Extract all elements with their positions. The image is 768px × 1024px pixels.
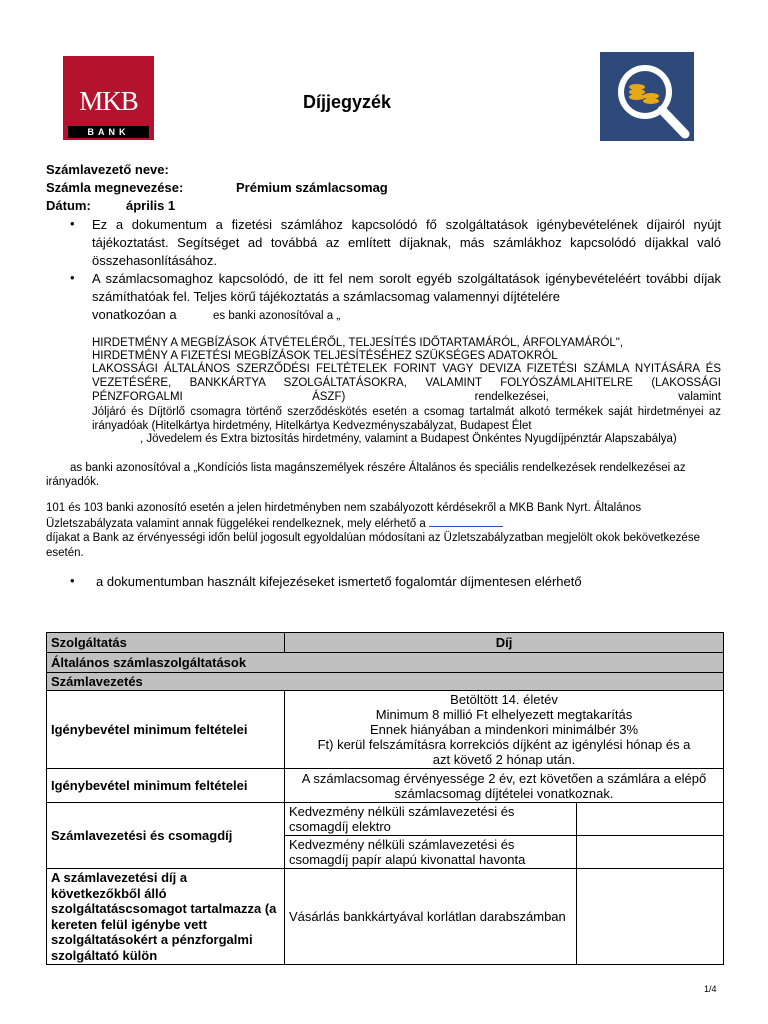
terms-text: 101 és 103 banki azonosító esetén a jelen hirdetményben nem szabályozott kérdésekről a MKB Bank Nyrt. Általános Üzletszabályzata valamint annak függelékei rendelkeznek, mely elérhető a bbox=[46, 502, 642, 530]
account-name-value: Prémium számlacsomag bbox=[236, 180, 388, 195]
mkb-bank-logo bbox=[63, 56, 154, 140]
ref-line-6: as banki azonosítóval a „Kondíciós lista magánszemélyek részére Általános és speciális rendelkezések rendelkezései az irányadók. bbox=[46, 462, 686, 488]
ref-line-4: Jóljáró és Díjtörlő csomagra történő szerződéskötés esetén a csomag tartalmát alkotó termékek saját hirdetményei az irányadóak (Hitelkártya hirdetmény, Hitelkártya Kedvezményszabályzat, Budapest Élet bbox=[92, 406, 721, 432]
col-header-fee: Díj bbox=[285, 633, 724, 653]
account-holder-label: Számlavezető neve: bbox=[46, 162, 169, 177]
ref-line-5: , Jövedelem és Extra biztosítás hirdetmény, valamint a Budapest Önkéntes Nyugdíjpénztár Alapszabálya) bbox=[140, 433, 677, 445]
date-label: Dátum: bbox=[46, 198, 91, 213]
logo-text: MKB bbox=[79, 86, 138, 116]
glossary-bullet: a dokumentumban használt kifejezéseket ismertető fogalomtár díjmentesen elérhető bbox=[96, 574, 582, 589]
fee-item-paper: Kedvezmény nélküli számlavezetési és csomagdíj papír alapú kivonattal havonta bbox=[285, 836, 577, 869]
row-value-min-conditions bbox=[285, 691, 724, 769]
bullet-text-2: A számlacsomaghoz kapcsolódó, de itt fel nem sorolt egyéb szolgáltatások igénybevételéért további díjak számíthatóak fel. Teljes körű tájékoztatás a számlacsomag valamennyi díjtételére bbox=[92, 271, 721, 304]
bullet-dot: • bbox=[70, 573, 75, 588]
condition-line: Betöltött 14. életév bbox=[450, 692, 558, 707]
ref-line-3: LAKOSSÁGI ÁLTALÁNOS SZERZŐDÉSI FELTÉTELEK FORINT VAGY DEVIZA FIZETÉSI SZÁMLA NYITÁSÁRA ÉS VEZETÉSÉRE, BANKKÁRTYA SZOLGÁLTATÁSOKRA, VALAMINT FOLYÓSZÁMLAHITELRE (LAKOSSÁGI PÉNZFORGALMI ÁSZF) rendelkezései, valamint bbox=[92, 363, 721, 403]
row-label-package-contents: A számlavezetési díj a következőkből álló szolgáltatáscsomagot tartalmazza (a kereten felül igénybe vett szolgáltatásokért a pénzforgalmi szolgáltató külön bbox=[47, 869, 285, 965]
row-label-min-conditions: Igénybevétel minimum feltételei bbox=[47, 691, 285, 769]
row-label-account-fee: Számlavezetési és csomagdíj bbox=[47, 803, 285, 869]
condition-line: Minimum 8 millió Ft elhelyezett megtakarítás bbox=[375, 707, 633, 722]
date-value: április 1 bbox=[126, 198, 176, 213]
coins-search-icon bbox=[600, 52, 694, 141]
logo-bank-bar: BANK bbox=[68, 126, 149, 138]
page-title: Díjjegyzék bbox=[303, 92, 392, 112]
fee-value-electronic bbox=[577, 803, 724, 836]
bullet-text-2b: vonatkozóan a bbox=[92, 307, 177, 322]
condition-line: Ft) kerül felszámításra korrekciós díjként az igénylési hónap és a bbox=[317, 737, 691, 752]
col-header-service: Szolgáltatás bbox=[47, 633, 285, 653]
fee-table bbox=[46, 632, 724, 965]
account-name-label: Számla megnevezése: bbox=[46, 180, 184, 195]
bullet-dot: • bbox=[70, 216, 75, 231]
fee-item-electronic: Kedvezmény nélküli számlavezetési és csomagdíj elektro bbox=[285, 803, 577, 836]
page-number: 1/4 bbox=[704, 984, 717, 994]
row-value-validity: A számlacsomag érvényessége 2 év, ezt követően a számlára a elépő számlacsomag díjtételei vonatkoznak. bbox=[285, 769, 724, 803]
fee-modification-paragraph: díjakat a Bank az érvényességi időn belül jogosult egyoldalúan módosítani az Üzletszabályzatban megjelölt okok bekövetkezése esetén. bbox=[46, 532, 700, 559]
bullet-dot: • bbox=[70, 270, 75, 285]
bullet-text-2c: es banki azonosítóval a „ bbox=[213, 310, 341, 322]
package-item-card-purchase: Vásárlás bankkártyával korlátlan darabszámban bbox=[285, 869, 577, 965]
condition-line: Ennek hiányában a mindenkori minimálbér 3% bbox=[369, 722, 639, 737]
section-header: Általános számlaszolgáltatások bbox=[47, 653, 724, 673]
terms-paragraph bbox=[46, 501, 721, 532]
package-item-fee bbox=[577, 869, 724, 965]
subsection-header: Számlavezetés bbox=[47, 673, 724, 691]
ref-line-1: HIRDETMÉNY A MEGBÍZÁSOK ÁTVÉTELÉRŐL, TELJESÍTÉS IDŐTARTAMÁRÓL, ÁRFOLYAMÁRÓL", bbox=[92, 337, 624, 349]
fee-value-paper bbox=[577, 836, 724, 869]
row-label-validity: Igénybevétel minimum feltételei bbox=[47, 769, 285, 803]
condition-line: azt követő 2 hónap után. bbox=[432, 752, 576, 767]
terms-link[interactable] bbox=[429, 516, 503, 527]
ref-line-2: HIRDETMÉNY A FIZETÉSI MEGBÍZÁSOK TELJESÍTÉSÉHEZ SZÜKSÉGES ADATOKRÓL bbox=[92, 350, 558, 362]
bullet-text-1: Ez a dokumentum a fizetési számlához kapcsolódó fő szolgáltatások igénybevételének díjairól nyújt tájékoztatást. Segítséget ad továbbá az említett díjaknak, más számlákhoz kapcsolódó díjakkal való összehasonlításához. bbox=[92, 217, 721, 268]
